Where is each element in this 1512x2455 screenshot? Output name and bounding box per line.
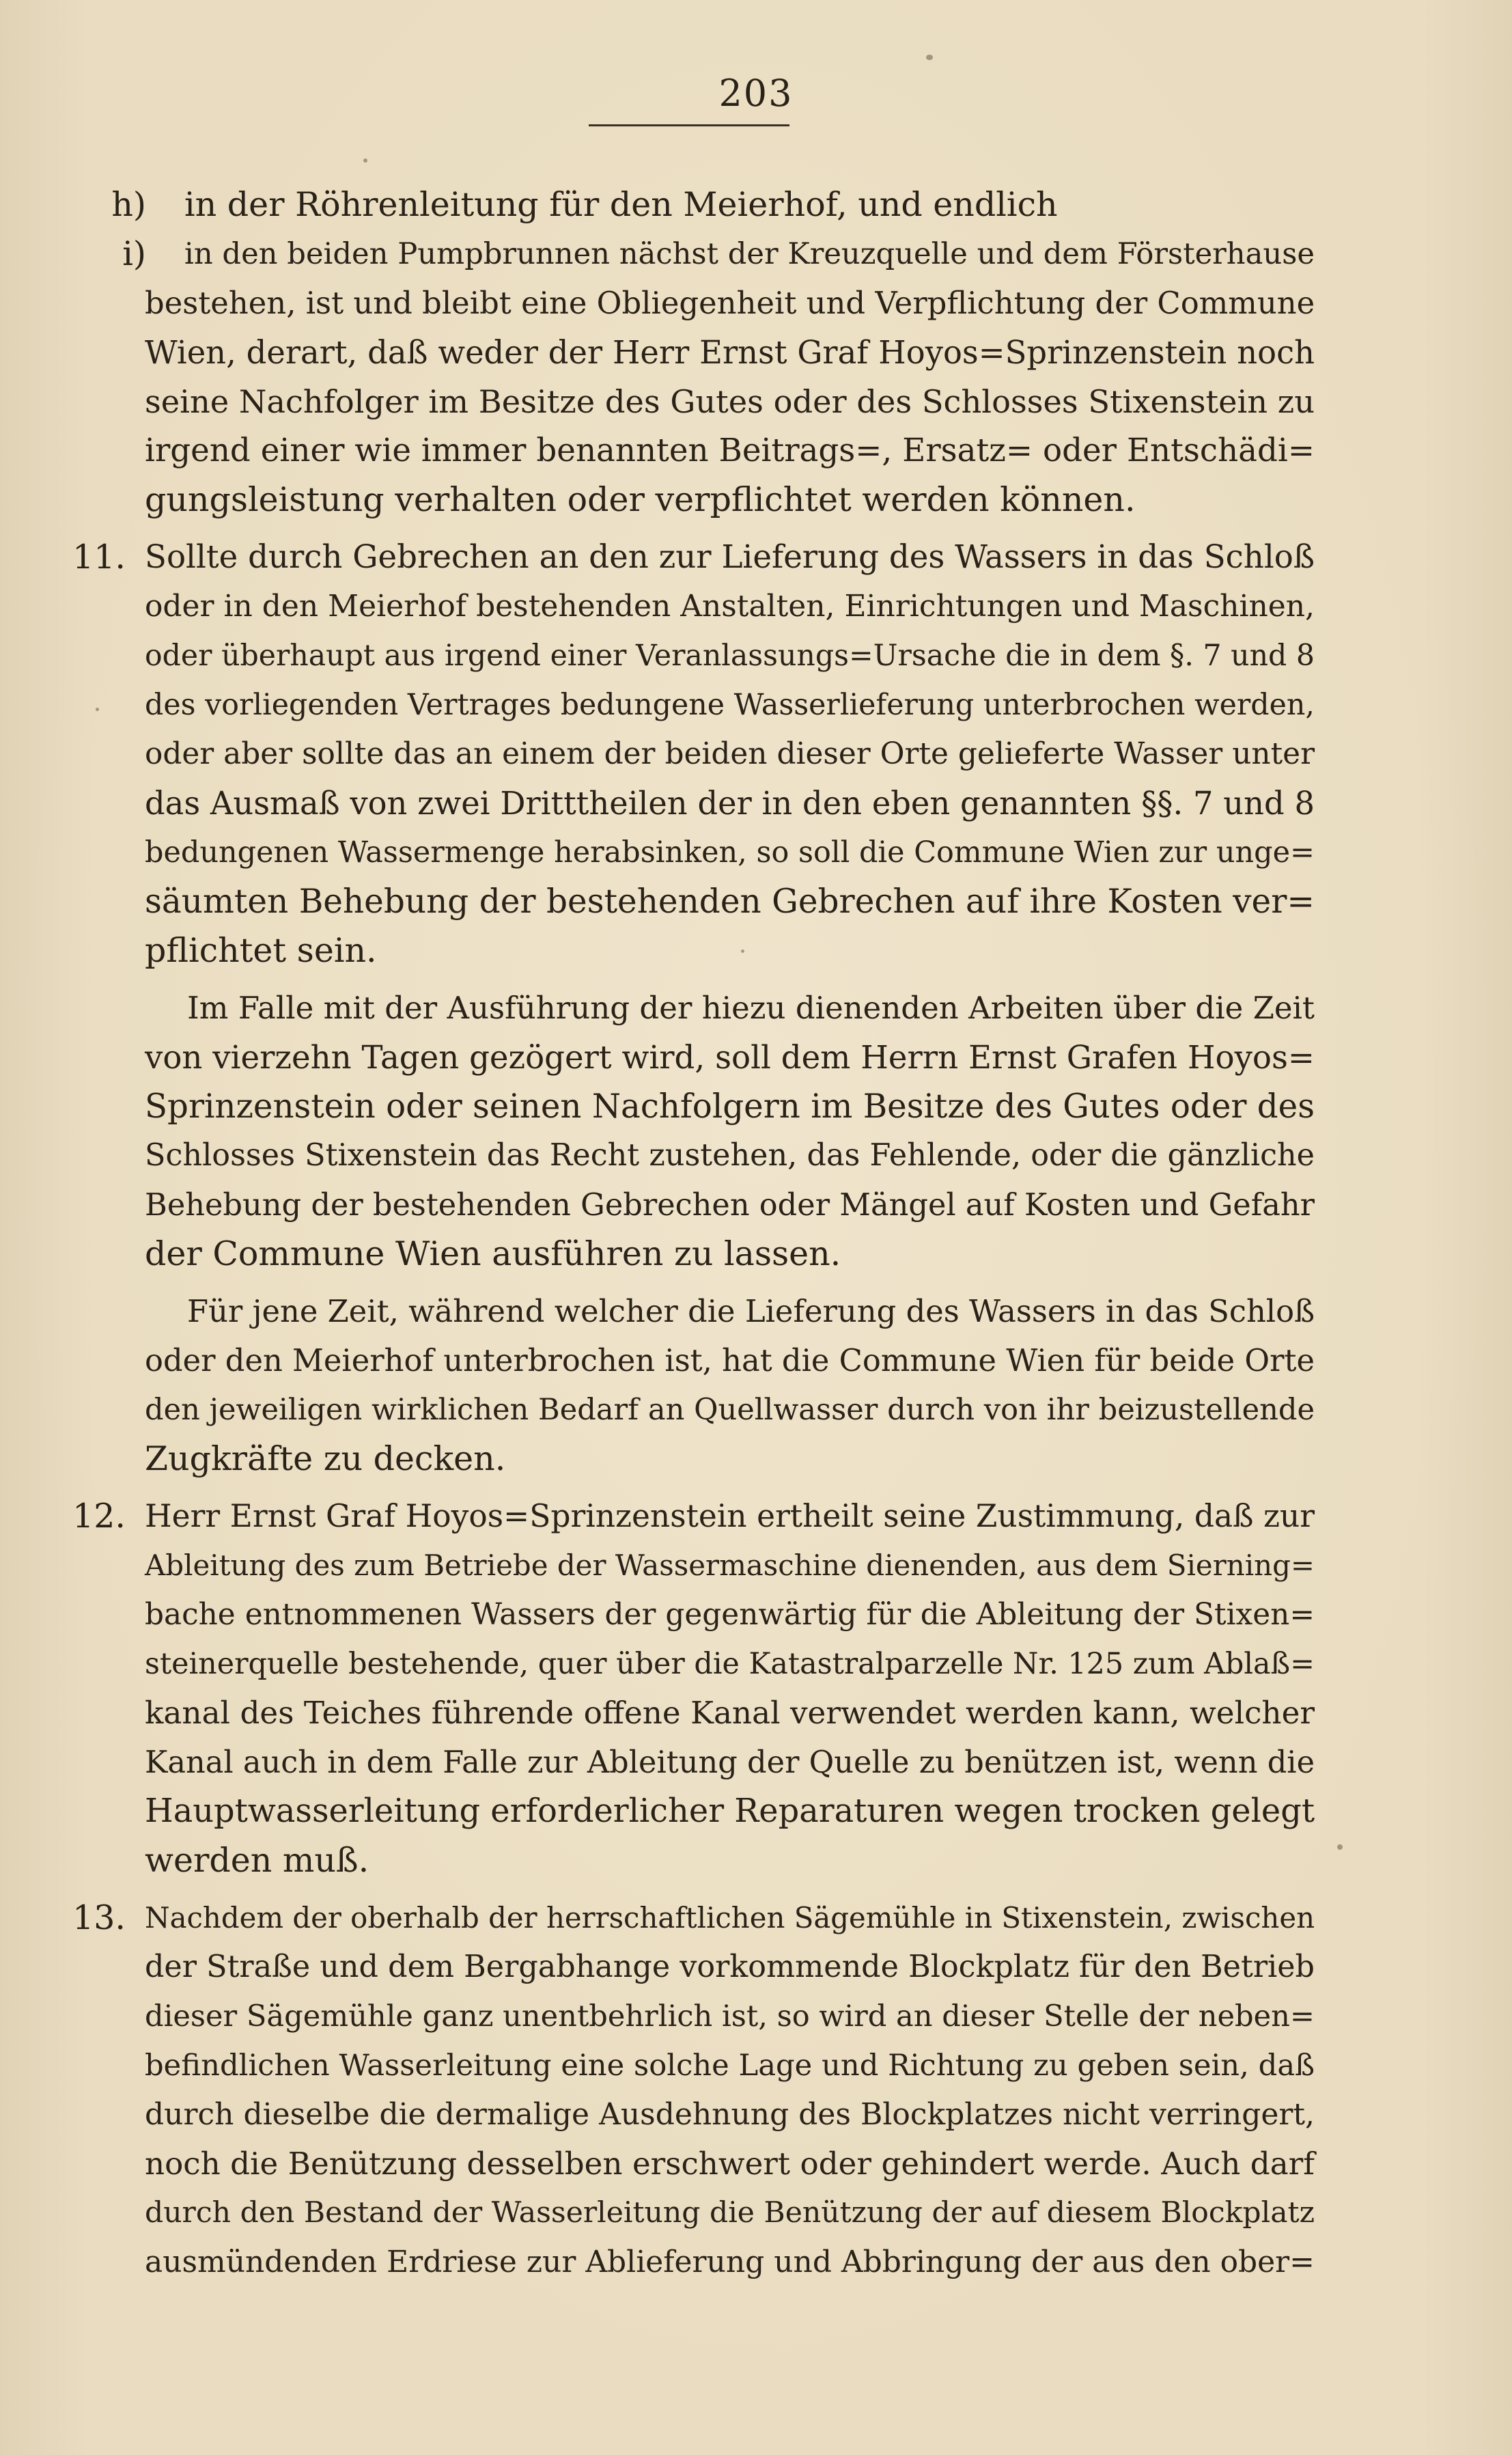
item-i-line: Wien, derart, daß weder der Herr Ernst Graf Hoyos=Sprinzenstein noch bbox=[145, 334, 1315, 371]
item-h-marker: h) bbox=[111, 185, 146, 224]
section-11-para2-line: von vierzehn Tagen gezögert wird, soll dem Herrn Ernst Grafen Hoyos= bbox=[145, 1039, 1315, 1076]
section-13-line: noch die Benützung desselben erschwert oder gehindert werde. Auch darf bbox=[145, 2146, 1315, 2182]
section-12-line: Herr Ernst Graf Hoyos=Sprinzenstein ertheilt seine Zustimmung, daß zur bbox=[145, 1498, 1315, 1534]
section-11-marker: 11. bbox=[72, 538, 126, 577]
section-11-line: säumten Behebung der bestehenden Gebrechen auf ihre Kosten ver= bbox=[145, 883, 1315, 921]
section-12-line: Ableitung des zum Betriebe der Wassermaschine dienenden, aus dem Sierning= bbox=[145, 1549, 1315, 1582]
section-13-marker: 13. bbox=[72, 1898, 126, 1937]
section-11-line: bedungenen Wassermenge herabsinken, so soll die Commune Wien zur unge= bbox=[145, 835, 1315, 870]
item-i-line: in den beiden Pumpbrunnen nächst der Kreuzquelle und dem Försterhause bbox=[184, 237, 1315, 271]
section-13-line: ausmündenden Erdriese zur Ablieferung und Abbringung der aus den ober= bbox=[145, 2245, 1315, 2279]
paper-speck bbox=[926, 55, 933, 60]
section-11-para3-line: den jeweiligen wirklichen Bedarf an Quellwasser durch von ihr beizustellende bbox=[145, 1393, 1315, 1427]
paper-speck bbox=[363, 158, 367, 163]
section-12-line: Hauptwasserleitung erforderlicher Reparaturen wegen trocken gelegt bbox=[145, 1792, 1315, 1830]
header-rule bbox=[589, 124, 789, 126]
section-11-para3-line: Für jene Zeit, während welcher die Lieferung des Wassers in das Schloß bbox=[187, 1293, 1315, 1329]
section-12-line: werden muß. bbox=[145, 1841, 369, 1880]
item-i-line: seine Nachfolger im Besitze des Gutes oder des Schlosses Stixenstein zu bbox=[145, 383, 1315, 420]
section-11-para3-line: Zugkräfte zu decken. bbox=[145, 1439, 506, 1478]
section-12-line: bache entnommenen Wassers der gegenwärtig für die Ableitung der Stixen= bbox=[145, 1597, 1315, 1632]
paper-speck bbox=[741, 949, 744, 953]
section-11-line: oder aber sollte das an einem der beiden dieser Orte gelieferte Wasser unter bbox=[145, 736, 1315, 771]
item-i-line: gungsleistung verhalten oder verpflichtet werden können. bbox=[145, 480, 1136, 519]
paper-speck bbox=[1337, 1844, 1343, 1850]
section-13-line: durch dieselbe die dermalige Ausdehnung des Blockplatzes nicht verringert, bbox=[145, 2097, 1315, 2132]
section-11-para2-line: Sprinzenstein oder seinen Nachfolgern im Besitze des Gutes oder des bbox=[145, 1087, 1315, 1126]
item-i-marker: i) bbox=[122, 234, 146, 273]
section-13-line: Nachdem der oberhalb der herrschaftlichen Sägemühle in Stixenstein, zwischen bbox=[145, 1901, 1315, 1934]
section-11-line: Sollte durch Gebrechen an den zur Lieferung des Wassers in das Schloß bbox=[145, 539, 1315, 576]
section-11-line: das Ausmaß von zwei Dritttheilen der in den eben genannten §§. 7 und 8 bbox=[145, 785, 1315, 822]
section-11-line: pflichtet sein. bbox=[145, 931, 377, 970]
section-13-line: befindlichen Wasserleitung eine solche Lage und Richtung zu geben sein, daß bbox=[145, 2049, 1315, 2083]
page-number: 203 bbox=[718, 72, 794, 115]
section-12-marker: 12. bbox=[72, 1497, 126, 1536]
section-11-line: des vorliegenden Vertrages bedungene Wasserlieferung unterbrochen werden, bbox=[145, 688, 1315, 722]
section-11-line: oder überhaupt aus irgend einer Veranlassungs=Ursache die in dem §. 7 und 8 bbox=[145, 639, 1315, 673]
section-11-para2-line: Im Falle mit der Ausführung der hiezu dienenden Arbeiten über die Zeit bbox=[187, 990, 1315, 1026]
section-11-para3-line: oder den Meierhof unterbrochen ist, hat die Commune Wien für beide Orte bbox=[145, 1342, 1315, 1378]
section-13-line: durch den Bestand der Wasserleitung die Benützung der auf diesem Blockplatz bbox=[145, 2196, 1315, 2230]
section-11-para2-line: der Commune Wien ausführen zu lassen. bbox=[145, 1234, 841, 1273]
section-11-line: oder in den Meierhof bestehenden Anstalten, Einrichtungen und Maschinen, bbox=[145, 589, 1315, 624]
section-13-line: der Straße und dem Bergabhange vorkommende Blockplatz für den Betrieb bbox=[145, 1950, 1315, 1984]
item-h-text: in der Röhrenleitung für den Meierhof, und endlich bbox=[184, 185, 1058, 224]
section-11-para2-line: Schlosses Stixenstein das Recht zustehen, das Fehlende, oder die gänzliche bbox=[145, 1138, 1315, 1173]
item-i-line: bestehen, ist und bleibt eine Obliegenheit und Verpflichtung der Commune bbox=[145, 285, 1315, 321]
item-i-line: irgend einer wie immer benannten Beitrags=, Ersatz= oder Entschädi= bbox=[145, 432, 1315, 469]
paper-speck bbox=[96, 708, 99, 711]
section-12-line: steinerquelle bestehende, quer über die Katastralparzelle Nr. 125 zum Ablaß= bbox=[145, 1647, 1315, 1681]
section-12-line: kanal des Teiches führende offene Kanal verwendet werden kann, welcher bbox=[145, 1695, 1315, 1731]
section-12-line: Kanal auch in dem Falle zur Ableitung der Quelle zu benützen ist, wenn die bbox=[145, 1745, 1315, 1780]
section-11-para2-line: Behebung der bestehenden Gebrechen oder Mängel auf Kosten und Gefahr bbox=[145, 1187, 1315, 1223]
section-13-line: dieser Sägemühle ganz unentbehrlich ist, so wird an dieser Stelle der neben= bbox=[145, 1999, 1315, 2034]
